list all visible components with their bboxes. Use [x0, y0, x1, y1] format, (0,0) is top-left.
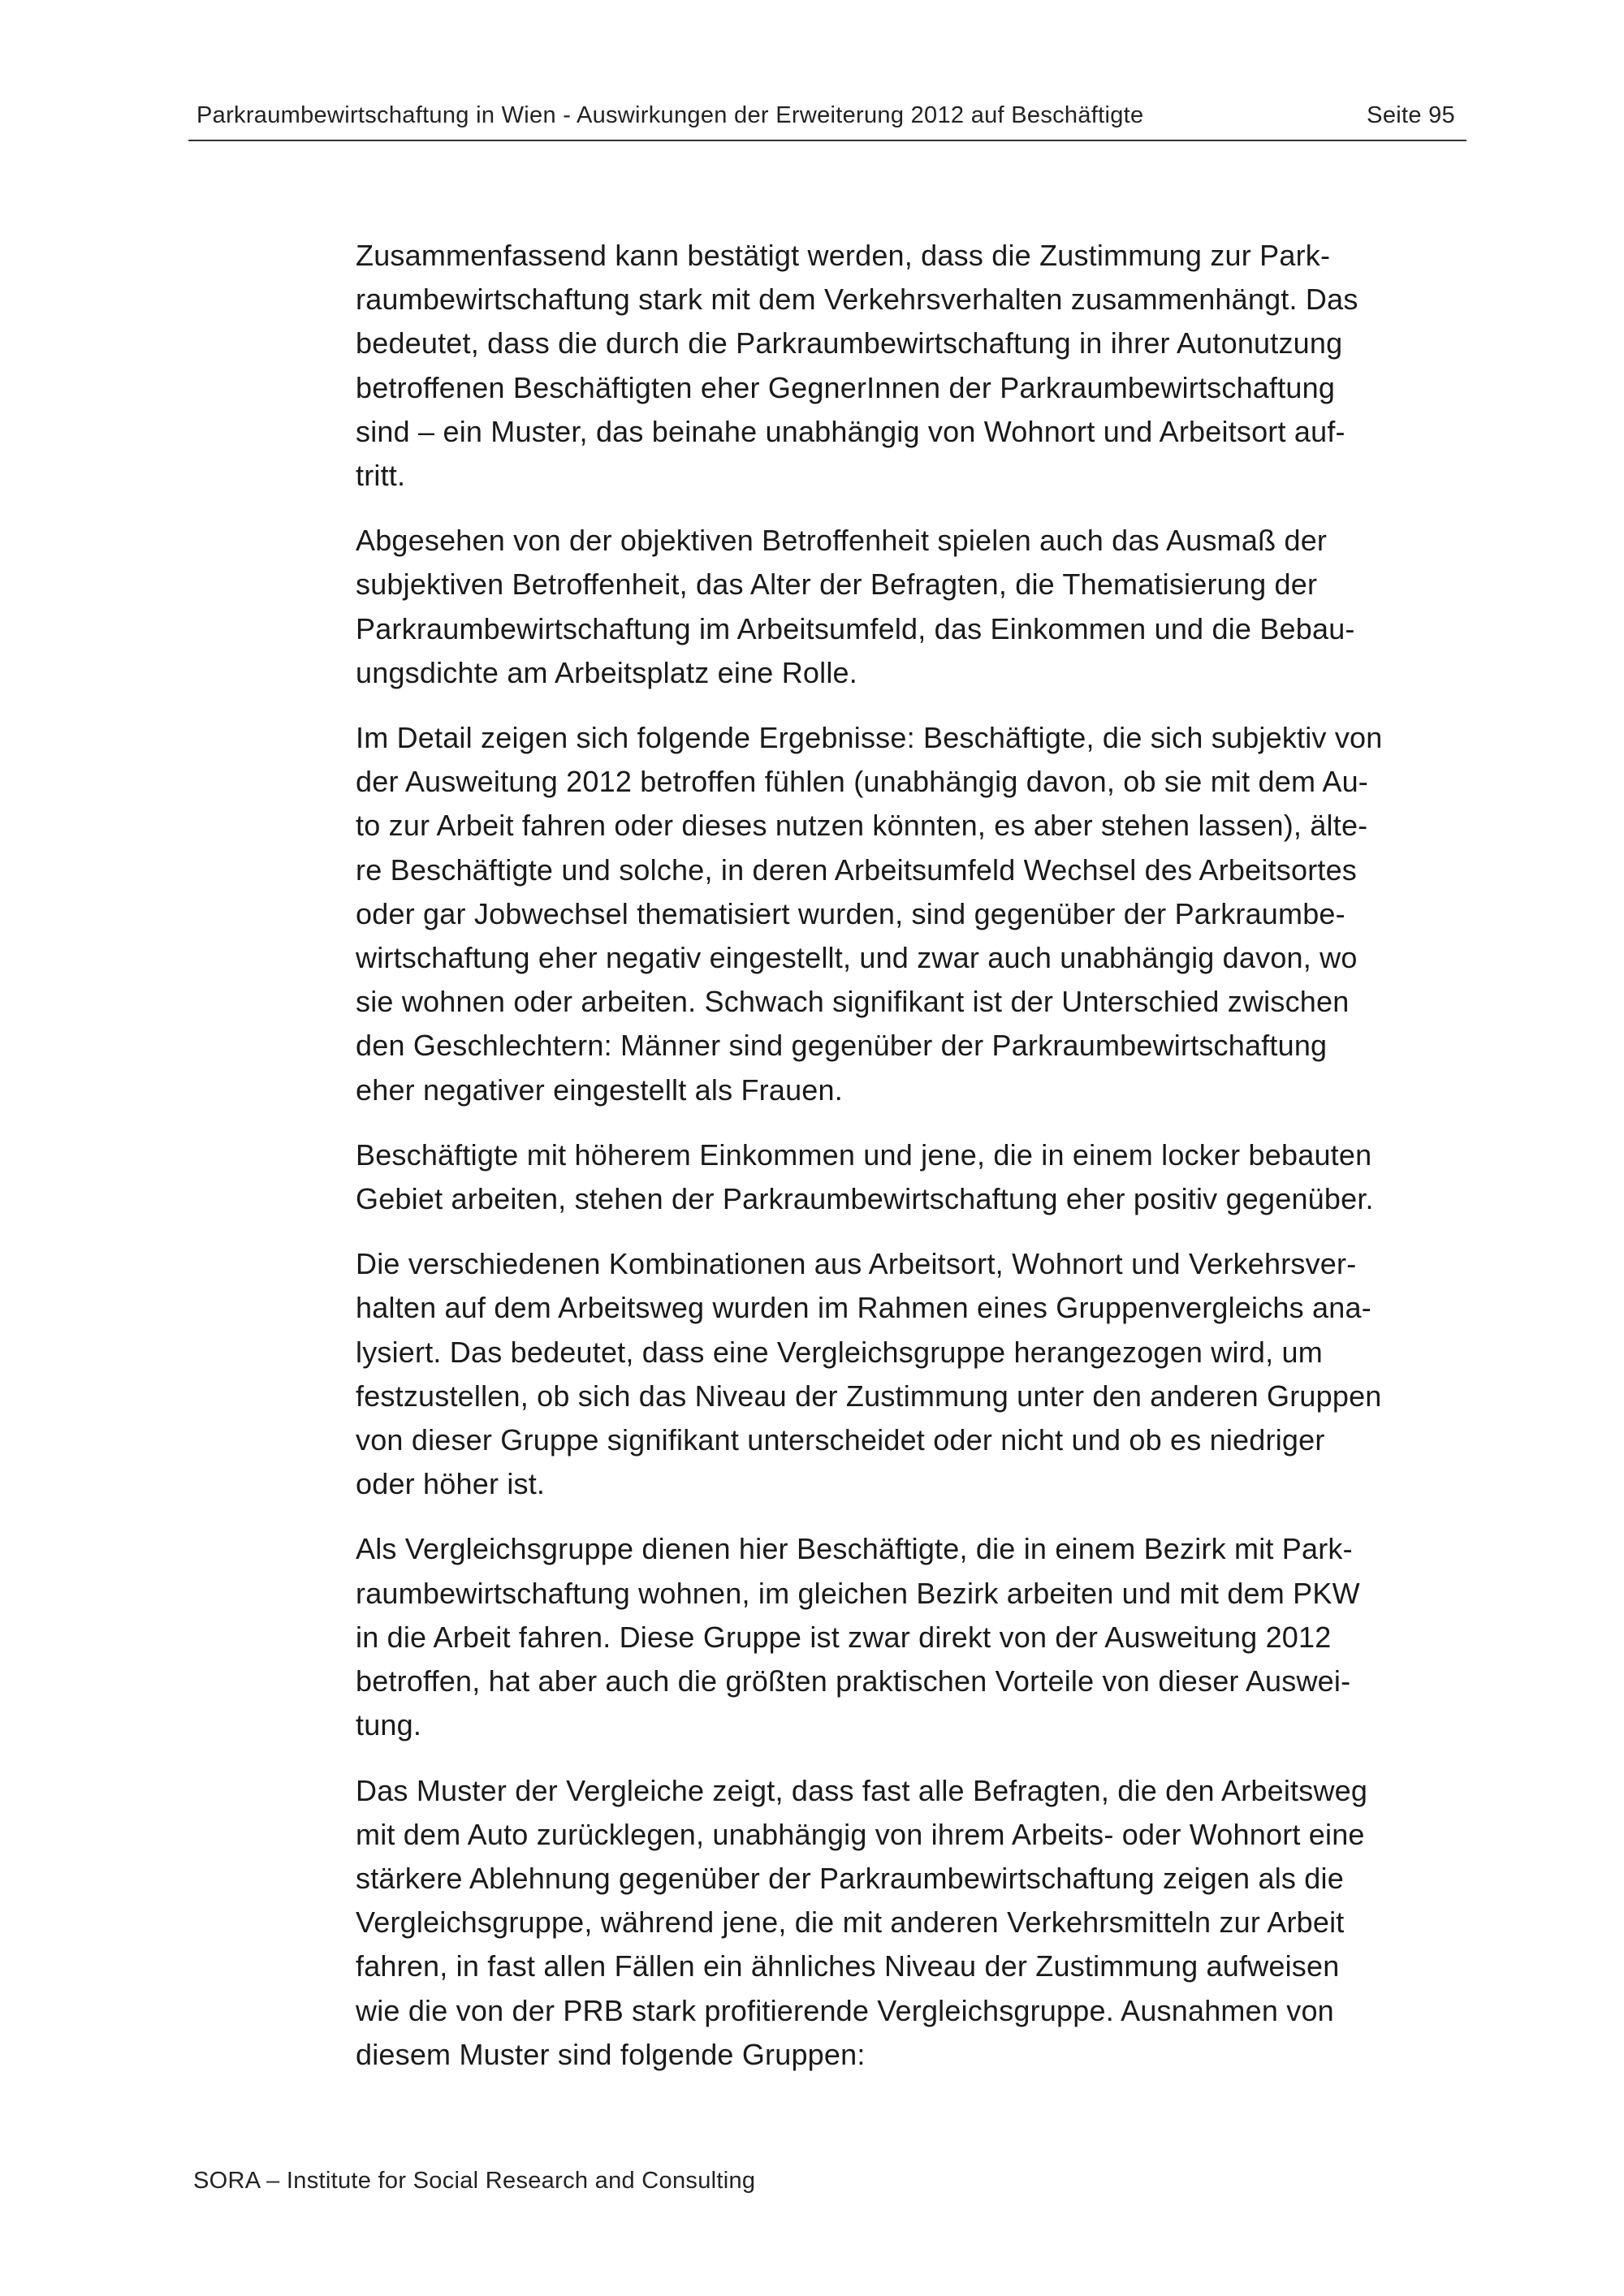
paragraph: Abgesehen von der objektiven Betroffenheit spielen auch das Ausmaß der subjektiven Betroffenheit, das Alter der Befragten, die Thematisierung der Parkraumbewirtschaftung im Arbeitsumfeld, das Einkommen und die Bebau- ungsdichte am Arbeitsplatz eine Rolle. — [356, 524, 1355, 689]
body-text — [356, 234, 1470, 2098]
paragraph: Die verschiedenen Kombinationen aus Arbeitsort, Wohnort und Verkehrsver- halten auf dem Arbeitsweg wurden im Rahmen eines Gruppenvergleichs ana- lysiert. Das bedeutet, dass eine Vergleichsgruppe herangezogen wird, um festzustellen, ob sich das Niveau der Zustimmung unter den anderen Gruppen von dieser Gruppe signifikant unterscheidet oder nicht und ob es niedriger oder höher ist. — [356, 1247, 1382, 1501]
page-header — [188, 99, 1466, 141]
paragraph: Beschäftigte mit höherem Einkommen und jene, die in einem locker bebauten Gebiet arbeiten, stehen der Parkraumbewirtschaftung eher positiv gegenüber. — [356, 1137, 1374, 1216]
paragraph: Als Vergleichsgruppe dienen hier Beschäftigte, die in einem Bezirk mit Park- raumbewirtschaftung wohnen, im gleichen Bezirk arbeiten und mit dem PKW in die Arbeit fahren. Diese Gruppe ist zwar direkt von der Ausweitung 2012 betroffen, hat aber auch die größten praktischen Vorteile von dieser Auswei- tung. — [356, 1532, 1360, 1742]
paragraph: Im Detail zeigen sich folgende Ergebnisse: Beschäftigte, die sich subjektiv von der Ausweitung 2012 betroffen fühlen (unabhängig davon, ob sie mit dem Au- to zur Arbeit fahren oder dieses nutzen könnten, es aber stehen lassen), älte- re Beschäftigte und solche, in deren Arbeitsumfeld Wechsel des Arbeitsortes oder gar Jobwechsel thematisiert wurden, sind gegenüber der Parkraumbe- wirtschaftung eher negativ eingestellt, und zwar auch unabhängig davon, wo sie wohnen oder arbeiten. Schwach signifikant ist der Unterschied zwischen den Geschlechtern: Männer sind gegenüber der Parkraumbewirtschaftung eher negativer eingestellt als Frauen. — [356, 721, 1383, 1107]
paragraph: Zusammenfassend kann bestätigt werden, dass die Zustimmung zur Park- raumbewirtschaftung stark mit dem Verkehrsverhalten zusammenhängt. Das bedeutet, dass die durch die Parkraumbewirtschaftung in ihrer Autonutzung betroffenen Beschäftigten eher GegnerInnen der Parkraumbewirtschaftung sind – ein Muster, das beinahe unabhängig von Wohnort und Arbeitsort auf- tritt. — [356, 239, 1358, 493]
paragraph: Das Muster der Vergleiche zeigt, dass fast alle Befragten, die den Arbeitsweg mit dem Auto zurücklegen, unabhängig von ihrem Arbeits- oder Wohnort eine stärkere Ablehnung gegenüber der Parkraumbewirtschaftung zeigen als die Vergleichsgruppe, während jene, die mit anderen Verkehrsmitteln zur Arbeit fahren, in fast allen Fällen ein ähnliches Niveau der Zustimmung aufweisen wie die von der PRB stark profitierende Vergleichsgruppe. Ausnahmen von diesem Muster sind folgende Gruppen: — [356, 1773, 1368, 2071]
page-footer: SORA – Institute for Social Research and Consulting — [193, 2168, 756, 2194]
header-title: Parkraumbewirtschaftung in Wien - Auswirkungen der Erweiterung 2012 auf Beschäftigte — [197, 102, 1144, 128]
page-number: Seite 95 — [1367, 102, 1455, 128]
